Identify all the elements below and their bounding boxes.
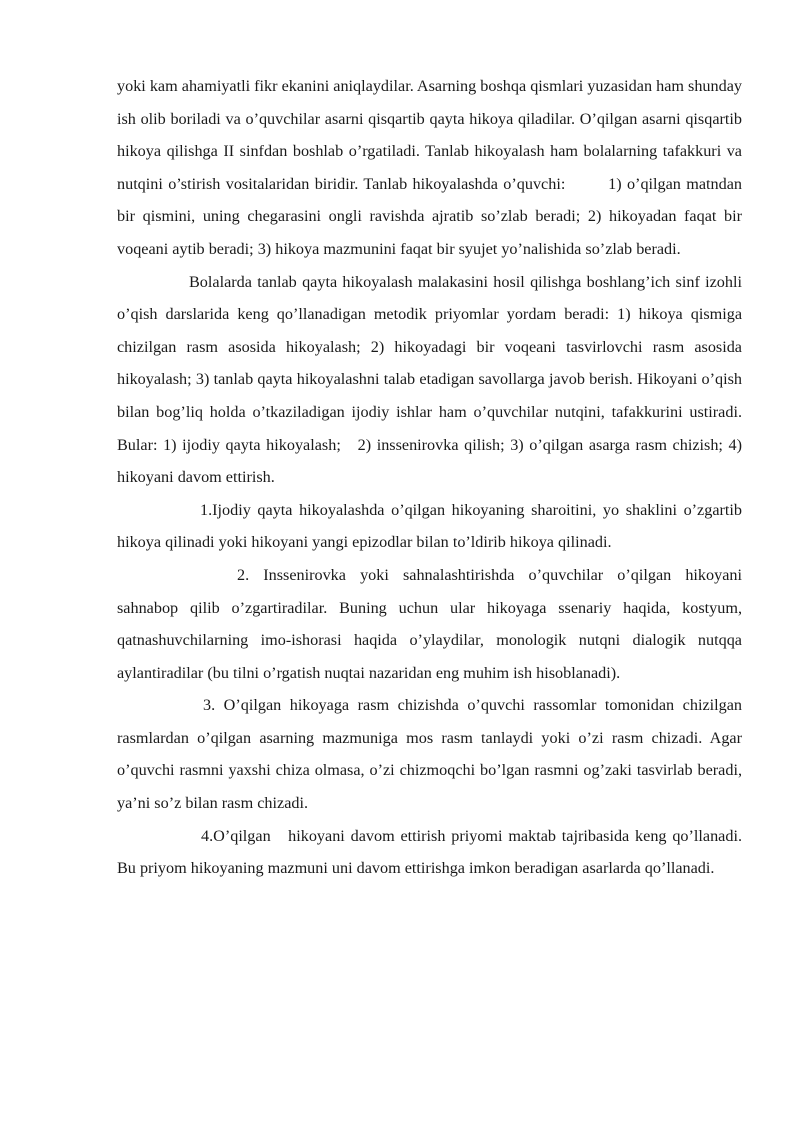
paragraph-creative-retelling: 1.Ijodiy qayta hikoyalashda o’qilgan hikoyaning sharoitini, yo shaklini o’zgartib hikoya qilinadi yoki hikoyani yangi epizodlar bilan to’ldirib hikoya qilinadi.	[117, 500, 742, 552]
paragraph-selective-retelling-methods: Bolalarda tanlab qayta hikoyalash malakasini hosil qilishga boshlang’ich sinf izohli o’qish darslarida keng qo’llanadigan metodik priyomlar yordam beradi: 1) hikoya qismiga chizilgan rasm asosida hikoyalash; 2) hikoyadagi bir voqeani tasvirlovchi rasm asosida hikoyalash; 3) tanlab qayta hikoyalashni talab etadigan savollarga javob berish. Hikoyani o’qish bilan bog’liq holda o’tkaziladigan ijodiy ishlar ham o’quvchilar nutqini, tafakkurini ustiradi. Bular: 1) ijodiy qayta hikoyalash; 2) inssenirovka qilish; 3) o’qilgan asarga rasm chizish; 4) hikoyani davom ettirish.	[117, 272, 747, 487]
paragraph-drawing: 3. O’qilgan hikoyaga rasm chizishda o’quvchi rassomlar tomonidan chizilgan rasmlardan o’qilgan asarning mazmuniga mos rasm tanlaydi yoki o’zi rasm chizadi. Agar o’quvchi rasmni yaxshi chiza olmasa, o’zi chizmoqchi bo’lgan rasmni og’zaki tasvirlab beradi, ya’ni so’z bilan rasm chizadi.	[117, 696, 742, 813]
paragraph-staging: 2. Inssenirovka yoki sahnalashtirishda o’quvchilar o’qilgan hikoyani sahnabop qilib o’zgartiradilar. Buning uchun ular hikoyaga ssenariy haqida, kostyum, qatnashuvchilarning imo-ishorasi haqida o’ylaydilar, monologik nutqni dialogik nutqqa aylantiradilar (bu tilni o’rgatish nuqtai nazaridan eng muhim ish hisoblanadi).	[117, 565, 742, 682]
paragraph-retelling-continuation: yoki kam ahamiyatli fikr ekanini aniqlaydilar. Asarning boshqa qismlari yuzasidan ham shunday ish olib boriladi va o’quvchilar asarni qisqartib qayta hikoya qiladilar. O’qilgan asarni qisqartib hikoya qilishga II sinfdan boshlab o’rgatiladi. Tanlab hikoyalash ham bolalarning tafakkuri va nutqini o’stirish vositalaridan biridir. Tanlab hikoyalashda o’quvchi: 1) o’qilgan matndan bir qismini, uning chegarasini ongli ravishda ajratib so’zlab beradi; 2) hikoyadan faqat bir voqeani aytib beradi; 3) hikoya mazmunini faqat bir syujet yo’nalishida so’zlab beradi.	[117, 77, 747, 258]
document-page	[117, 70, 747, 885]
paragraph-continuation: 4.O’qilgan hikoyani davom ettirish priyomi maktab tajribasida keng qo’llanadi. Bu priyom hikoyaning mazmuni uni davom ettirishga imkon beradigan asarlarda qo’llanadi.	[117, 826, 747, 878]
